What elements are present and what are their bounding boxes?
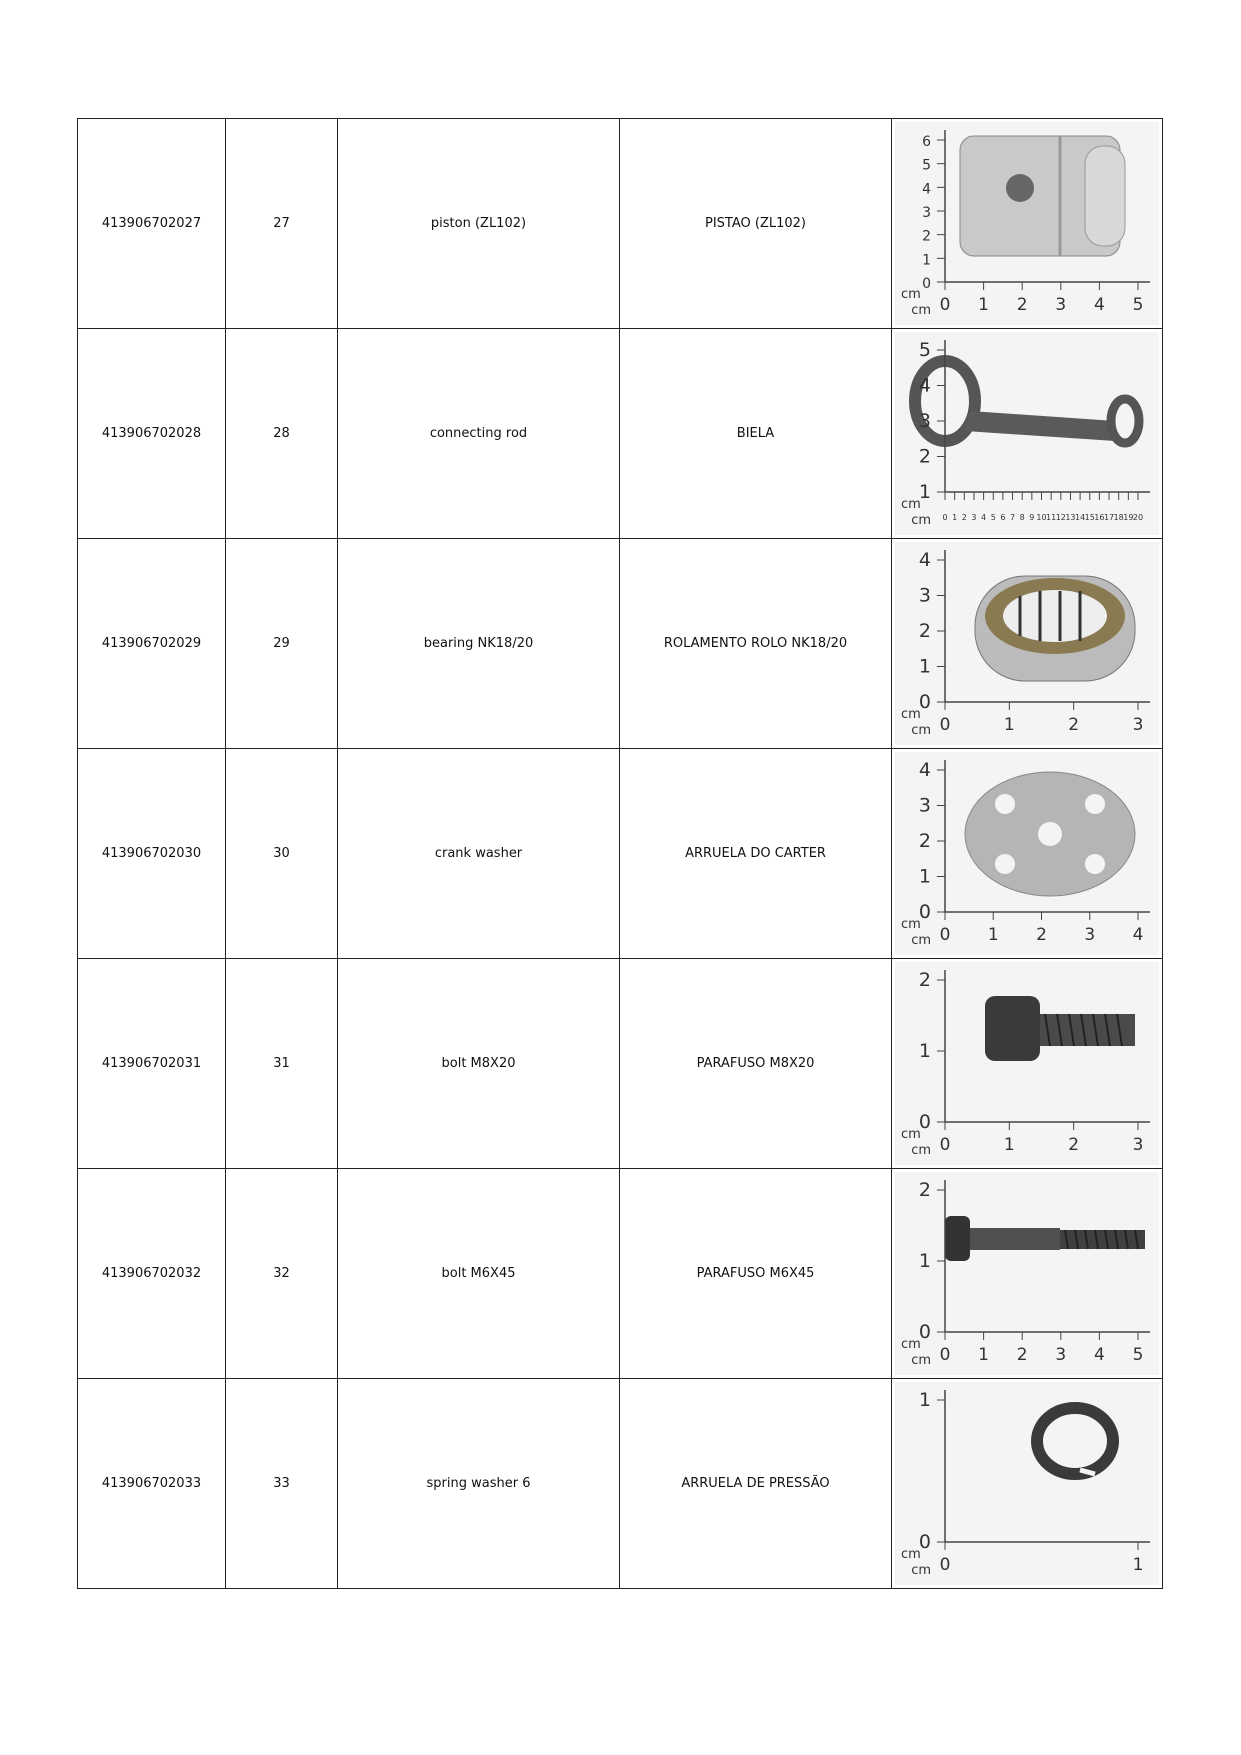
part-image [985,996,1135,1061]
description-en: bolt M6X45 [338,1169,620,1379]
scale-x-label: 5 [1132,1345,1144,1365]
scale-unit-x: cm [911,723,931,738]
part-image [1037,1408,1113,1474]
scale-x-label: 10 [1036,513,1047,522]
scale-x-label: 1 [978,1345,990,1365]
scale-y-label: 0 [918,901,931,923]
table-row [78,959,1163,1169]
description-en: bolt M8X20 [338,959,620,1169]
part-number: 413906702028 [78,329,226,539]
scale-y-label: 3 [918,584,931,607]
scale-x-label: 5 [1132,295,1144,315]
scale-y-label: 1 [918,1389,931,1411]
scale-x-label: 1 [978,295,990,315]
scale-x-label: 0 [939,1555,951,1575]
part-number: 413906702027 [78,119,226,329]
scale-y-label: 2 [918,620,931,642]
scale-y-label: 1 [918,1250,931,1272]
scale-y-label: 4 [922,181,931,198]
scale-x-label: 20 [1132,513,1144,522]
scale-y-label: 0 [922,276,931,292]
table-row [78,1169,1163,1379]
part-number: 413906702032 [78,1169,226,1379]
scale-x-label: 16 [1094,513,1105,522]
scale-y-label: 1 [918,481,931,503]
scale-x-label: 3 [1055,1345,1067,1365]
scale-x-label: 5 [990,513,996,522]
scale-unit-y: cm [901,1547,921,1562]
scale-y-label: 3 [918,410,931,432]
parts-table-body [78,119,1163,1589]
description-en: connecting rod [338,329,620,539]
scale-y-label: 6 [922,134,931,150]
scale-y-label: 0 [918,1531,931,1553]
scale-unit-x: cm [911,1143,931,1158]
scale-x-label: 6 [1000,513,1006,522]
scale-x-label: 4 [1093,295,1105,315]
part-image [915,361,1139,443]
scale-y-label: 1 [922,252,931,269]
position-number: 29 [226,539,338,749]
scale-y-label: 2 [918,445,931,468]
scale-x-label: 3 [1132,715,1144,735]
scale-y-label: 1 [918,655,931,678]
piston-icon [895,122,1159,325]
scale-x-label: 2 [1016,1345,1028,1365]
scale-unit-x: cm [911,303,931,318]
scale-x-label: 19 [1123,513,1134,522]
scale-x-label: 1 [1132,1555,1144,1575]
scale-y-label: 2 [918,830,931,852]
measurement-scale [901,1179,1150,1368]
scale-axes [945,1180,1150,1332]
position-number: 27 [226,119,338,329]
scale-unit-x: cm [911,1563,931,1578]
scale-x-label: 0 [939,715,951,735]
scale-y-label: 0 [918,1111,931,1133]
scale-y-label: 1 [918,1040,931,1062]
scale-unit-y: cm [901,917,921,932]
part-photo-cell [892,1169,1163,1379]
description-pt: ARRUELA DE PRESSÃO [620,1379,892,1589]
description-pt: PARAFUSO M8X20 [620,959,892,1169]
scale-x-label: 2 [1068,715,1080,735]
scale-x-label: 9 [1029,513,1035,522]
position-number: 30 [226,749,338,959]
description-pt: ROLAMENTO ROLO NK18/20 [620,539,892,749]
scale-x-label: 2 [1036,925,1047,945]
part-image [975,576,1135,681]
scale-unit-y: cm [901,707,921,722]
part-photo-cell [892,539,1163,749]
scale-unit-y: cm [901,497,921,512]
position-number: 33 [226,1379,338,1589]
scale-unit-y: cm [901,1127,921,1142]
scale-x-label: 0 [939,1345,951,1365]
part-photo-cell [892,749,1163,959]
scale-x-label: 7 [1010,513,1016,522]
scale-unit-x: cm [911,513,931,528]
connecting-rod-icon [895,332,1159,535]
scale-y-label: 2 [918,969,931,991]
scale-x-label: 17 [1103,513,1115,522]
scale-y-label: 5 [918,339,931,361]
scale-x-label: 3 [1132,1135,1144,1155]
scale-x-label: 0 [939,925,951,945]
scale-x-label: 1 [1003,1135,1015,1155]
description-pt: PARAFUSO M6X45 [620,1169,892,1379]
scale-x-label: 3 [1055,295,1067,315]
scale-y-label: 3 [918,794,931,817]
scale-x-label: 0 [939,1135,951,1155]
scale-unit-y: cm [901,1337,921,1352]
part-number: 413906702029 [78,539,226,749]
description-pt: BIELA [620,329,892,539]
part-photo-cell [892,119,1163,329]
position-number: 32 [226,1169,338,1379]
scale-y-label: 3 [922,205,931,221]
scale-y-label: 0 [918,1321,931,1343]
table-row [78,749,1163,959]
position-number: 28 [226,329,338,539]
scale-y-label: 5 [922,157,931,174]
scale-x-label: 15 [1084,513,1095,522]
scale-y-label: 1 [918,865,931,888]
scale-y-label: 4 [918,549,931,571]
scale-x-label: 0 [942,513,948,522]
scale-x-label: 1 [952,513,958,522]
description-en: spring washer 6 [338,1379,620,1589]
table-row [78,329,1163,539]
scale-x-label: 4 [1093,1345,1105,1365]
scale-x-label: 1 [1003,715,1015,735]
scale-y-label: 0 [918,691,931,713]
description-en: bearing NK18/20 [338,539,620,749]
part-number: 413906702033 [78,1379,226,1589]
scale-x-label: 2 [1016,295,1028,315]
scale-x-label: 8 [1019,513,1025,522]
parts-table [77,118,1163,1589]
scale-y-label: 4 [918,374,931,397]
scale-x-label: 3 [971,513,977,522]
table-row [78,119,1163,329]
description-pt: PISTAO (ZL102) [620,119,892,329]
table-row [78,1379,1163,1589]
part-photo-cell [892,959,1163,1169]
scale-x-label: 4 [1132,925,1144,945]
scale-x-label: 2 [1068,1135,1080,1155]
part-image [960,136,1125,256]
bolt-icon [895,962,1159,1165]
scale-x-label: 11 [1046,513,1057,522]
description-en: piston (ZL102) [338,119,620,329]
scale-unit-y: cm [901,287,921,302]
spring-washer-icon [895,1382,1159,1585]
crank-washer-icon [895,752,1159,955]
scale-unit-x: cm [911,1353,931,1368]
part-number: 413906702031 [78,959,226,1169]
scale-x-label: 3 [1084,925,1096,945]
table-row [78,539,1163,749]
scale-x-label: 0 [939,295,951,315]
scale-x-label: 2 [961,513,967,522]
description-pt: ARRUELA DO CARTER [620,749,892,959]
scale-y-label: 2 [922,228,931,245]
scale-y-label: 2 [918,1179,931,1201]
scale-x-label: 14 [1075,513,1086,522]
scale-unit-x: cm [911,933,931,948]
part-number: 413906702030 [78,749,226,959]
position-number: 31 [226,959,338,1169]
scale-x-label: 12 [1055,513,1066,522]
needle-bearing-icon [895,542,1159,745]
description-en: crank washer [338,749,620,959]
part-image [965,772,1135,896]
part-image [945,1216,1145,1261]
scale-x-label: 18 [1113,513,1124,522]
scale-x-label: 4 [981,513,987,522]
scale-x-label: 1 [987,925,999,945]
scale-y-label: 4 [918,759,931,781]
long-bolt-icon [895,1172,1159,1375]
part-photo-cell [892,1379,1163,1589]
scale-x-label: 13 [1065,513,1076,522]
measurement-scale [901,1389,1150,1578]
part-photo-cell [892,329,1163,539]
